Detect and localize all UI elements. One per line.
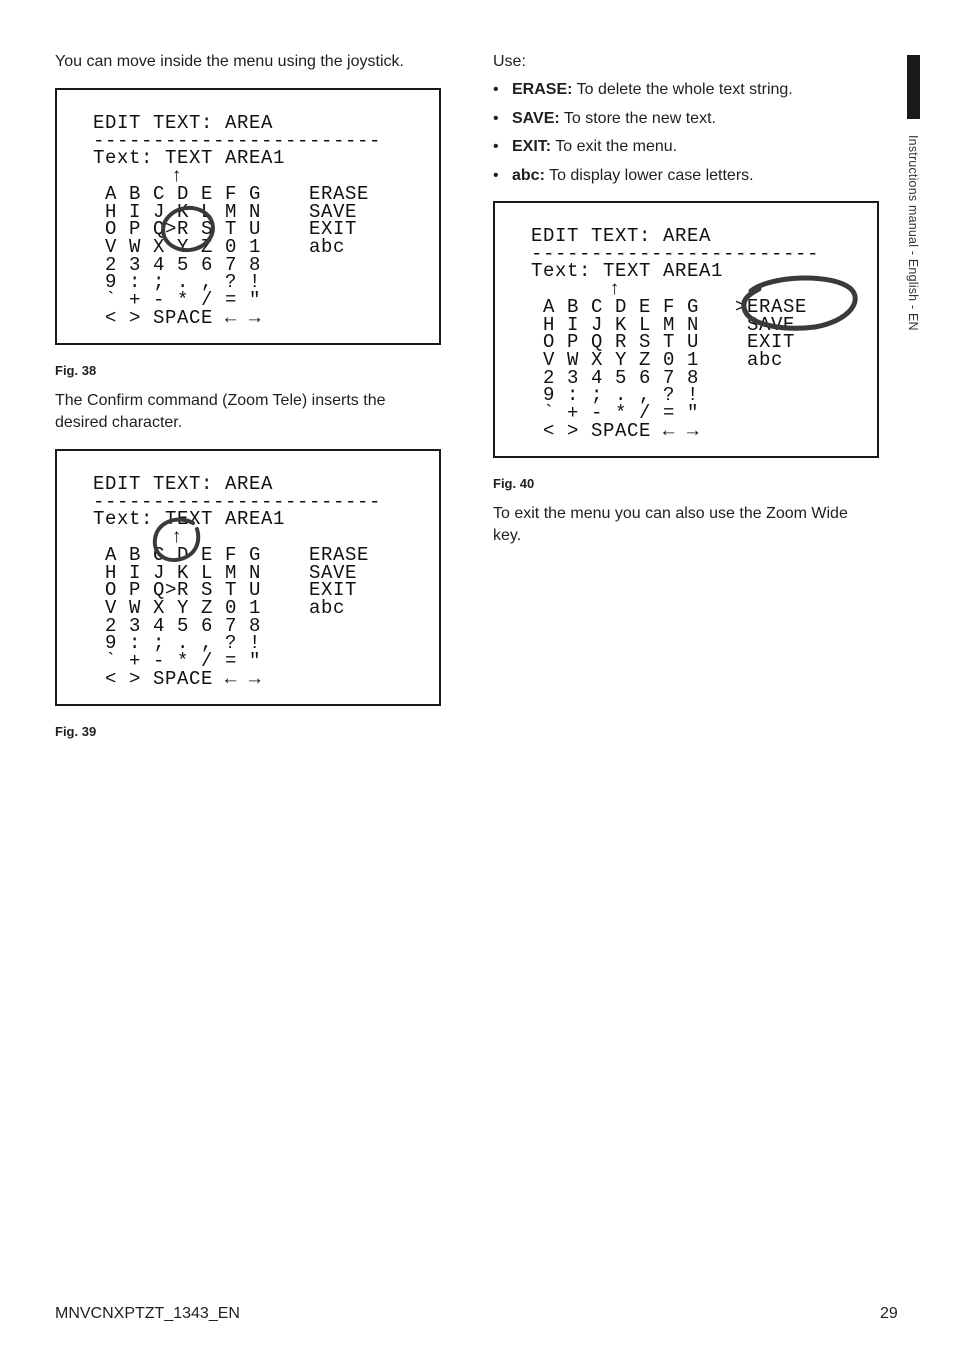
osd-cursor-arrow: ↑ — [171, 526, 184, 548]
osd-grid-row: ` + - * / = " — [93, 650, 262, 672]
intro-text: You can move inside the menu using the joystick. — [55, 53, 404, 70]
osd-text-line: Text: TEXT AREA1 — [93, 508, 286, 530]
list-item — [493, 162, 793, 191]
figure-caption: Fig. 40 — [493, 476, 535, 491]
confirm-text: The Confirm command (Zoom Tele) inserts the desired character. — [55, 392, 386, 431]
term: SAVE: — [512, 109, 560, 127]
osd-grid-row: V W X Y Z 0 1 abc — [93, 236, 346, 258]
osd-rule: ------------------------ — [93, 491, 382, 513]
osd-grid-row: A B C D E F G >ERASE — [531, 296, 808, 318]
use-label: Use: — [493, 53, 526, 70]
bullet-dot: • — [493, 81, 499, 98]
list-item — [493, 105, 793, 134]
bullet-dot: • — [493, 166, 499, 184]
osd-grid-row: 2 3 4 5 6 7 8 — [93, 615, 262, 637]
definition: To delete the whole text string. — [572, 81, 793, 98]
sidebar-label: Instructions manual - English - EN — [906, 135, 920, 331]
definition: To store the new text. — [559, 109, 716, 127]
osd-text-line: Text: TEXT AREA1 — [531, 260, 724, 282]
list-item — [493, 76, 793, 105]
term: EXIT: — [512, 138, 552, 155]
osd-grid-row: 9 : ; . , ? ! — [93, 632, 262, 654]
bullet-dot: • — [493, 109, 499, 127]
osd-grid-row: ` + - * / = " — [531, 402, 700, 424]
osd-grid-row: 9 : ; . , ? ! — [531, 384, 700, 406]
osd-screen-fig39 — [55, 449, 441, 706]
osd-title: EDIT TEXT: AREA — [531, 225, 712, 247]
osd-grid-row: < > SPACE ← → — [531, 420, 700, 442]
osd-grid-row: ` + - * / = " — [93, 289, 262, 311]
osd-grid-row: H I J K L M N SAVE — [93, 201, 358, 223]
osd-content — [495, 203, 877, 456]
definition: To exit the menu. — [551, 138, 678, 155]
osd-cursor-arrow: ↑ — [171, 165, 184, 187]
list-item — [493, 133, 793, 162]
osd-rule: ------------------------ — [93, 130, 382, 152]
section-tab-marker — [907, 55, 920, 119]
osd-grid-row: A B C D E F G ERASE — [93, 183, 370, 205]
bullet-dot: • — [493, 138, 499, 155]
osd-content — [57, 90, 439, 343]
osd-grid-row: 2 3 4 5 6 7 8 — [531, 367, 700, 389]
figure-caption: Fig. 38 — [55, 363, 97, 378]
page-number: 29 — [880, 1305, 898, 1322]
osd-text-line: Text: TEXT AREA1 — [93, 147, 286, 169]
osd-grid-row: 2 3 4 5 6 7 8 — [93, 254, 262, 276]
osd-grid-row: O P Q>R S T U EXIT — [93, 579, 358, 601]
osd-screen-fig40 — [493, 201, 879, 458]
osd-content — [57, 451, 439, 704]
osd-grid-row: V W X Y Z 0 1 abc — [93, 597, 346, 619]
osd-grid-row: < > SPACE ← → — [93, 668, 262, 690]
osd-grid-row: V W X Y Z 0 1 abc — [531, 349, 784, 371]
osd-title: EDIT TEXT: AREA — [93, 473, 274, 495]
osd-grid-row: < > SPACE ← → — [93, 307, 262, 329]
osd-grid-row: 9 : ; . , ? ! — [93, 271, 262, 293]
osd-grid-row: H I J K L M N SAVE — [93, 562, 358, 584]
osd-grid-row: A B C D E F G ERASE — [93, 544, 370, 566]
osd-screen-fig38 — [55, 88, 441, 345]
term: ERASE: — [512, 81, 573, 98]
osd-cursor-arrow: ↑ — [609, 278, 622, 300]
term: abc: — [512, 166, 545, 184]
exit-note: To exit the menu you can also use the Zoom Wide key. — [493, 505, 848, 544]
osd-rule: ------------------------ — [531, 243, 820, 265]
document-code: MNVCNXPTZT_1343_EN — [55, 1305, 240, 1322]
osd-grid-row: O P Q>R S T U EXIT — [93, 218, 358, 240]
bullet-list — [493, 76, 793, 190]
definition: To display lower case letters. — [544, 166, 754, 184]
osd-title: EDIT TEXT: AREA — [93, 112, 274, 134]
osd-grid-row: O P Q R S T U EXIT — [531, 331, 796, 353]
figure-caption: Fig. 39 — [55, 724, 97, 739]
osd-grid-row: H I J K L M N SAVE — [531, 314, 796, 336]
